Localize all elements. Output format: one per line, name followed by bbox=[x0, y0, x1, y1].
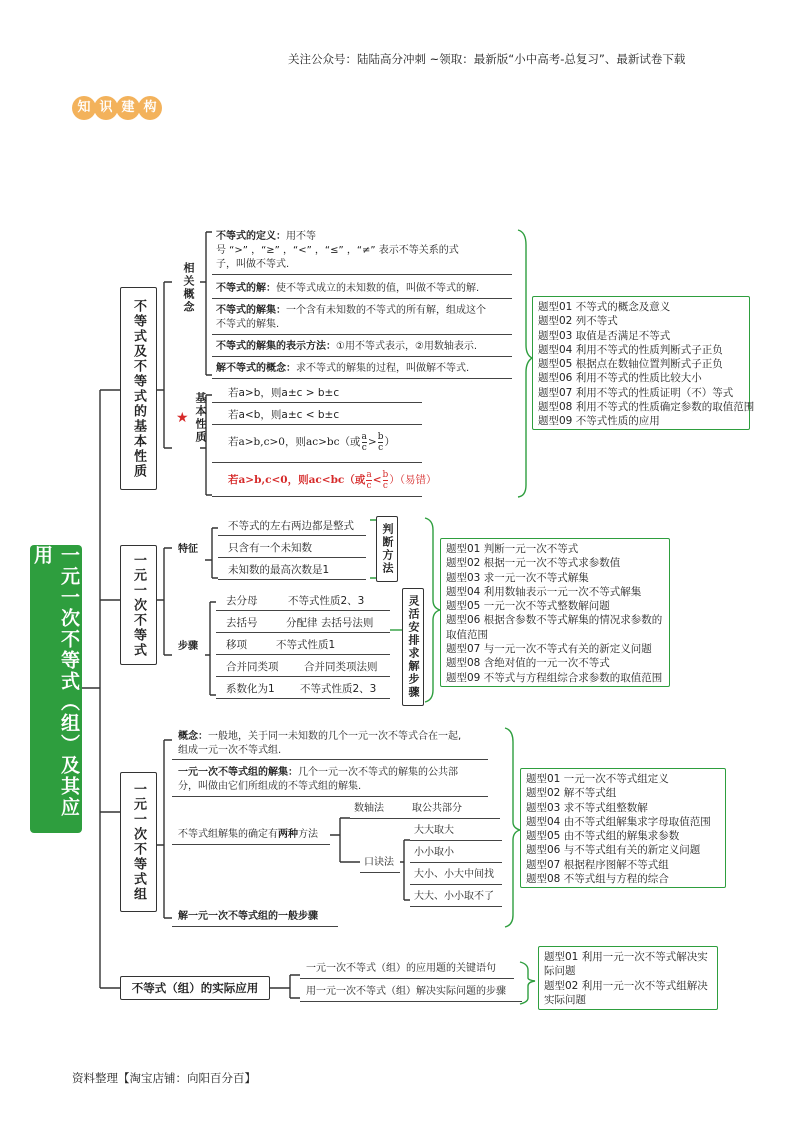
list-item: 题型05 一元一次不等式整数解问题 bbox=[446, 600, 610, 613]
property-2: 若a<b，则a±c < b±c bbox=[228, 409, 340, 421]
feature-2: 只含有一个未知数 bbox=[228, 542, 312, 554]
list-item: 题型01 不等式的概念及意义 bbox=[538, 301, 671, 313]
mnemonic-2: 小小取小 bbox=[414, 847, 454, 858]
feature-label: 特征 bbox=[178, 544, 198, 555]
flexible-steps-box: 灵活安排求解步骤 bbox=[402, 588, 424, 706]
footer-note: 资料整理【淘宝店铺：向阳百分百】 bbox=[72, 1071, 256, 1085]
property-4: 若a>b,c<0，则ac<bc（或 a c < b c ）（易错） bbox=[228, 470, 437, 491]
list-item: 题型06 根据含参数不等式解集的情况求参数的 bbox=[446, 614, 663, 627]
representation-def: 不等式的解集的表示方法：①用不等式表示，②用数轴表示. bbox=[216, 341, 478, 352]
mnemonic-method: 口诀法 bbox=[364, 857, 394, 868]
list-item: 题型02 列不等式 bbox=[538, 315, 618, 328]
list-item: 题型04 由不等式组解集求字母取值范围 bbox=[526, 815, 711, 828]
logo-char: 知 bbox=[72, 96, 96, 120]
list-item: 题型05 根据点在数轴位置判断式子正负 bbox=[538, 358, 723, 371]
property-3: 若a>b,c>0，则ac>bc（或 a c > b c ） bbox=[228, 432, 395, 453]
list-item: 题型02 利用一元一次不等式组解决实际问题 bbox=[544, 979, 708, 1006]
list-item: 题型04 利用数轴表示一元一次不等式解集 bbox=[446, 585, 642, 598]
step-rule: 不等式性质2、3 bbox=[300, 683, 377, 695]
question-list-3 bbox=[520, 768, 726, 888]
number-line-method: 数轴法 bbox=[354, 803, 384, 814]
logo-char: 建 bbox=[116, 96, 140, 120]
list-item: 题型06 与不等式组有关的新定义问题 bbox=[526, 844, 701, 857]
related-concepts-label: 相关概念 bbox=[182, 262, 195, 314]
logo-char: 构 bbox=[138, 96, 162, 120]
question-list-4 bbox=[538, 946, 718, 1010]
list-item: 题型08 不等式组与方程的综合 bbox=[526, 873, 669, 886]
star-icon: ★ bbox=[176, 410, 189, 426]
header-note: 关注公众号：陆陆高分冲刺 ~领取：最新版“小中高考-总复习”、最新试卷下载 bbox=[288, 52, 686, 66]
step-rule: 分配律 去括号法则 bbox=[286, 617, 374, 629]
list-item: 题型01 利用一元一次不等式解决实际问题 bbox=[544, 951, 708, 978]
system-solution-def: 一元一次不等式组的解集：几个一元一次不等式的解集的公共部 分，叫做由它们所组成的不等式组的解集. bbox=[178, 767, 458, 792]
solve-inequality-def: 解不等式的概念：求不等式的解集的过程，叫做解不等式. bbox=[216, 363, 470, 374]
list-item: 取值范围 bbox=[446, 628, 488, 641]
step-name: 去分母 bbox=[226, 595, 258, 607]
list-item: 题型03 取值是否满足不等式 bbox=[538, 329, 671, 342]
list-item: 题型06 利用不等式的性质比较大小 bbox=[538, 372, 702, 385]
steps-label: 步骤 bbox=[178, 641, 198, 652]
property-1: 若a>b，则a±c > b±c bbox=[228, 387, 340, 399]
mnemonic-1: 大大取大 bbox=[414, 825, 454, 836]
mnemonic-4: 大大、小小取不了 bbox=[414, 891, 494, 902]
branch-linear-inequality: 一元一次不等式 bbox=[120, 545, 157, 665]
list-item: 题型08 含绝对值的一元一次不等式 bbox=[446, 657, 610, 670]
list-item: 题型03 求不等式组整数解 bbox=[526, 801, 648, 814]
list-item: 题型07 与一元一次不等式有关的新定义问题 bbox=[446, 643, 652, 656]
branch-inequality-properties: 不等式及不等式的基本性质 bbox=[120, 287, 157, 490]
branch-practical-application: 不等式（组）的实际应用 bbox=[120, 976, 270, 1000]
list-item: 题型09 不等式与方程组综合求参数的取值范围 bbox=[446, 671, 663, 684]
list-item: 题型07 利用不等式的性质证明（不）等式 bbox=[538, 386, 734, 399]
list-item: 题型09 不等式性质的应用 bbox=[538, 415, 660, 428]
def-line-1: 用不等 bbox=[286, 231, 316, 242]
list-item: 题型03 求一元一次不等式解集 bbox=[446, 571, 589, 584]
feature-1: 不等式的左右两边都是整式 bbox=[228, 520, 354, 532]
step-name: 移项 bbox=[226, 639, 247, 651]
methods-text: 不等式组解集的确定有两种方法 bbox=[178, 829, 318, 840]
list-item: 题型05 由不等式组的解集求参数 bbox=[526, 830, 680, 843]
step-rule: 合并同类项法则 bbox=[304, 661, 378, 673]
step-name: 系数化为1 bbox=[226, 683, 275, 695]
judge-method-box: 判断方法 bbox=[376, 516, 398, 582]
solution-set-def: 不等式的解集：一个含有未知数的不等式的所有解，组成这个 不等式的解集. bbox=[216, 305, 486, 330]
list-item: 题型04 利用不等式的性质判断式子正负 bbox=[538, 343, 723, 356]
def-line-3: 子，叫做不等式. bbox=[216, 259, 290, 270]
def-line-2: 号 “>” ，“≥” ，“<” ，“≤” ，“≠” 表示不等关系的式 bbox=[216, 245, 459, 256]
branch-inequality-system: 一元一次不等式组 bbox=[120, 772, 157, 912]
solution-def: 不等式的解：使不等式成立的未知数的值，叫做不等式的解. bbox=[216, 283, 480, 294]
list-item: 题型07 根据程序图解不等式组 bbox=[526, 858, 669, 871]
feature-3: 未知数的最高次数是1 bbox=[228, 564, 330, 576]
list-item: 题型01 一元一次不等式组定义 bbox=[526, 773, 669, 785]
question-list-1 bbox=[532, 296, 755, 430]
list-item: 题型02 根据一元一次不等式求参数值 bbox=[446, 557, 621, 570]
system-steps-title: 解一元一次不等式组的一般步骤 bbox=[178, 911, 318, 922]
def-title: 不等式的定义： bbox=[216, 231, 286, 242]
basic-properties-label: 基本性质 bbox=[194, 392, 207, 444]
list-item: 题型01 判断一元一次不等式 bbox=[446, 543, 579, 555]
question-list-2 bbox=[440, 538, 670, 687]
step-rule: 不等式性质1 bbox=[276, 639, 336, 651]
application-item-2: 用一元一次不等式（组）解决实际问题的步骤 bbox=[306, 986, 506, 997]
number-line-text: 取公共部分 bbox=[412, 803, 462, 814]
list-item: 题型08 利用不等式的性质确定参数的取值范围 bbox=[538, 401, 755, 414]
system-concept: 概念：一般地，关于同一未知数的几个一元一次不等式合在一起, 组成一元一次不等式组. bbox=[178, 731, 462, 756]
step-name: 去括号 bbox=[226, 617, 258, 629]
logo-char: 识 bbox=[94, 96, 118, 120]
mnemonic-3: 大小、小大中间找 bbox=[414, 869, 494, 880]
application-item-1: 一元一次不等式（组）的应用题的关键语句 bbox=[306, 963, 496, 974]
step-rule: 不等式性质2、3 bbox=[288, 595, 365, 607]
root-topic: 一元一次不等式（组）及其应用 bbox=[30, 545, 82, 833]
step-name: 合并同类项 bbox=[226, 661, 279, 673]
list-item: 题型02 解不等式组 bbox=[526, 787, 617, 800]
definition-block bbox=[216, 230, 506, 272]
